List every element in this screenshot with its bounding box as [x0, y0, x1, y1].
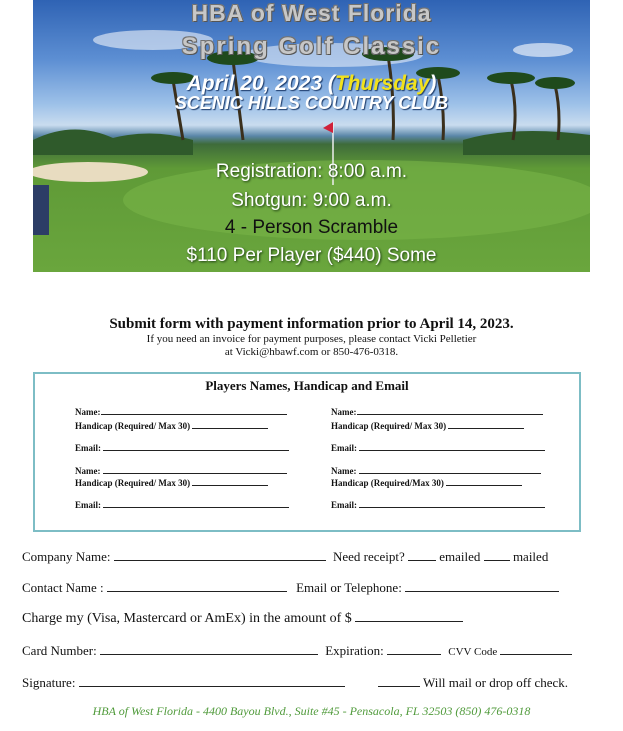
banner-shotgun-time: Shotgun: 9:00 a.m.	[231, 190, 392, 211]
event-banner	[33, 0, 590, 272]
submit-deadline-heading: Submit form with payment information prior to April 14, 2023.	[109, 316, 514, 332]
player1-email-line[interactable]	[103, 442, 289, 451]
player3-email-label: Email:	[75, 500, 101, 510]
player2-handicap-label: Handicap (Required/ Max 30)	[331, 421, 447, 431]
player3-handicap-label: Handicap (Required/ Max 30)	[75, 478, 191, 488]
banner-date-text: April 20, 2023 (	[186, 72, 335, 95]
email-phone-field[interactable]	[405, 580, 559, 592]
receipt-emailed-label: emailed	[439, 549, 481, 564]
player1-name-label: Name:	[75, 407, 101, 417]
expiration-label: Expiration:	[325, 643, 384, 658]
cvv-field[interactable]	[500, 643, 572, 655]
banner-day: Thursday	[334, 72, 430, 95]
player4-name-label: Name:	[331, 466, 357, 476]
player4-handicap-line[interactable]	[446, 477, 522, 486]
contact-name-field[interactable]	[107, 580, 287, 592]
player2-handicap-field[interactable]	[331, 420, 524, 431]
contact-name-label: Contact Name :	[22, 580, 104, 595]
player2-name-line[interactable]	[357, 406, 543, 415]
footer-address: HBA of West Florida - 4400 Bayou Blvd., Suite #45 - Pensacola, FL 32503 (850) 476-0318	[92, 704, 531, 718]
player3-email-field[interactable]	[75, 499, 289, 510]
expiration-field[interactable]	[387, 643, 441, 655]
player4-email-field[interactable]	[331, 499, 545, 510]
receipt-label: Need receipt?	[332, 549, 405, 564]
player4-name-field[interactable]	[331, 465, 541, 476]
receipt-mailed-label: mailed	[512, 549, 549, 564]
player1-handicap-label: Handicap (Required/ Max 30)	[75, 421, 191, 431]
player1-email-field[interactable]	[75, 442, 289, 453]
receipt-mailed-field[interactable]	[484, 549, 510, 561]
player1-email-label: Email:	[75, 443, 101, 453]
company-name-label: Company Name:	[22, 549, 111, 564]
players-section	[33, 372, 581, 532]
contact-row	[22, 580, 559, 596]
charge-amount-field[interactable]	[355, 610, 463, 622]
receipt-emailed-field[interactable]	[408, 549, 436, 561]
player2-email-label: Email:	[331, 443, 357, 453]
card-row	[22, 643, 572, 659]
banner-format: 4 - Person Scramble	[224, 217, 399, 238]
players-section-title: Players Names, Handicap and Email	[205, 378, 409, 393]
player1-handicap-field[interactable]	[75, 420, 268, 431]
charge-amount-label: Charge my (Visa, Mastercard or AmEx) in the amount of $	[22, 611, 352, 626]
player4-email-line[interactable]	[359, 499, 545, 508]
player3-email-line[interactable]	[103, 499, 289, 508]
banner-title-event: Spring Golf Classic	[181, 33, 442, 60]
signature-field[interactable]	[79, 675, 345, 687]
player4-handicap-field[interactable]	[331, 477, 522, 488]
mail-check-field[interactable]	[378, 675, 420, 687]
banner-date-close: )	[429, 72, 437, 95]
banner-venue: SCENIC HILLS COUNTRY CLUB	[174, 93, 449, 113]
mail-check-label: Will mail or drop off check.	[422, 675, 569, 690]
player2-name-field[interactable]	[331, 406, 543, 417]
invoice-note-line2: at Vicki@hbawf.com or 850-476-0318.	[224, 346, 399, 358]
player4-handicap-label: Handicap (Required/Max 30)	[331, 478, 444, 488]
player3-name-line[interactable]	[103, 465, 287, 474]
player4-name-line[interactable]	[359, 465, 541, 474]
banner-registration-time: Registration: 8:00 a.m.	[215, 161, 408, 182]
player2-email-line[interactable]	[359, 442, 545, 451]
player2-email-field[interactable]	[331, 442, 545, 453]
player1-name-line[interactable]	[101, 406, 287, 415]
signature-row	[22, 675, 568, 691]
player4-email-label: Email:	[331, 500, 357, 510]
player3-handicap-field[interactable]	[75, 477, 268, 488]
player1-name-field[interactable]	[75, 406, 287, 417]
player2-name-label: Name:	[331, 407, 357, 417]
banner-price: $110 Per Player ($440) Some	[186, 245, 437, 266]
player3-name-label: Name:	[75, 466, 101, 476]
player1-handicap-line[interactable]	[192, 420, 268, 429]
invoice-note-line1: If you need an invoice for payment purposes, please contact Vicki Pelletier	[146, 333, 477, 345]
company-receipt-row	[22, 549, 548, 565]
player3-name-field[interactable]	[75, 465, 287, 476]
player2-handicap-line[interactable]	[448, 420, 524, 429]
banner-title-org: HBA of West Florida	[191, 0, 432, 26]
player3-handicap-line[interactable]	[192, 477, 268, 486]
card-number-label: Card Number:	[22, 643, 97, 658]
charge-row	[22, 610, 463, 627]
cvv-label: CVV Code	[448, 646, 498, 658]
signature-label: Signature:	[22, 675, 76, 690]
email-phone-label: Email or Telephone:	[296, 580, 402, 595]
company-name-field[interactable]	[114, 549, 326, 561]
card-number-field[interactable]	[100, 643, 318, 655]
